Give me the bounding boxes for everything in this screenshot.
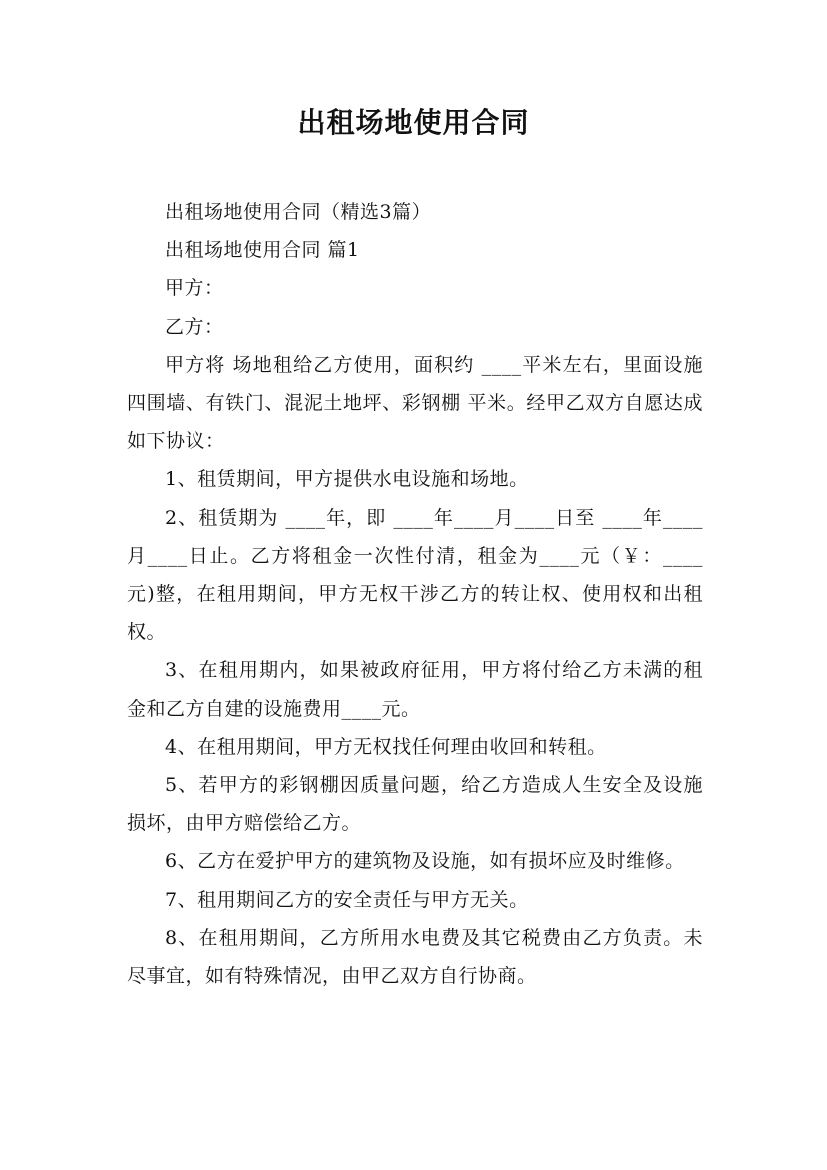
paragraph-intro: 甲方将 场地租给乙方使用，面积约 ____平米左右，里面设施四围墙、有铁门、混泥土地坪、彩钢棚 平米。经甲乙双方自愿达成如下协议： — [127, 353, 703, 453]
paragraph-party-b: 乙方： — [165, 315, 224, 338]
paragraph-clause-6: 6、乙方在爱护甲方的建筑物及设施，如有损坏应及时维修。 — [165, 850, 685, 873]
document-title: 出租场地使用合同 — [297, 106, 530, 139]
paragraph-clause-2: 2、租赁期为 ____年，即 ____年____月____日至 ____年____月____日止。乙方将租金一次性付清，租金为____元（￥：____元)整，在租用期间，甲方无权干涉乙方的转让权、使用权和出租权。 — [127, 506, 703, 644]
paragraph-subtitle: 出租场地使用合同（精选3篇） — [165, 201, 432, 223]
document-body — [127, 193, 703, 995]
paragraph-clause-1: 1、租赁期间，甲方提供水电设施和场地。 — [165, 468, 529, 491]
paragraph-clause-3: 3、在租用期内，如果被政府征用，甲方将付给乙方未满的租金和乙方自建的设施费用____元。 — [127, 659, 703, 720]
paragraph-party-a: 甲方： — [165, 277, 224, 300]
paragraph-clause-8: 8、在租用期间，乙方所用水电费及其它税费由乙方负责。未尽事宜，如有特殊情况，由甲乙双方自行协商。 — [127, 926, 703, 988]
paragraph-section-heading: 出租场地使用合同 篇1 — [165, 239, 360, 262]
paragraph-clause-5: 5、若甲方的彩钢棚因质量问题，给乙方造成人生安全及设施损坏，由甲方赔偿给乙方。 — [127, 774, 703, 835]
paragraph-clause-4: 4、在租用期间，甲方无权找任何理由收回和转租。 — [165, 735, 607, 758]
paragraph-clause-7: 7、租用期间乙方的安全责任与甲方无关。 — [165, 888, 529, 911]
